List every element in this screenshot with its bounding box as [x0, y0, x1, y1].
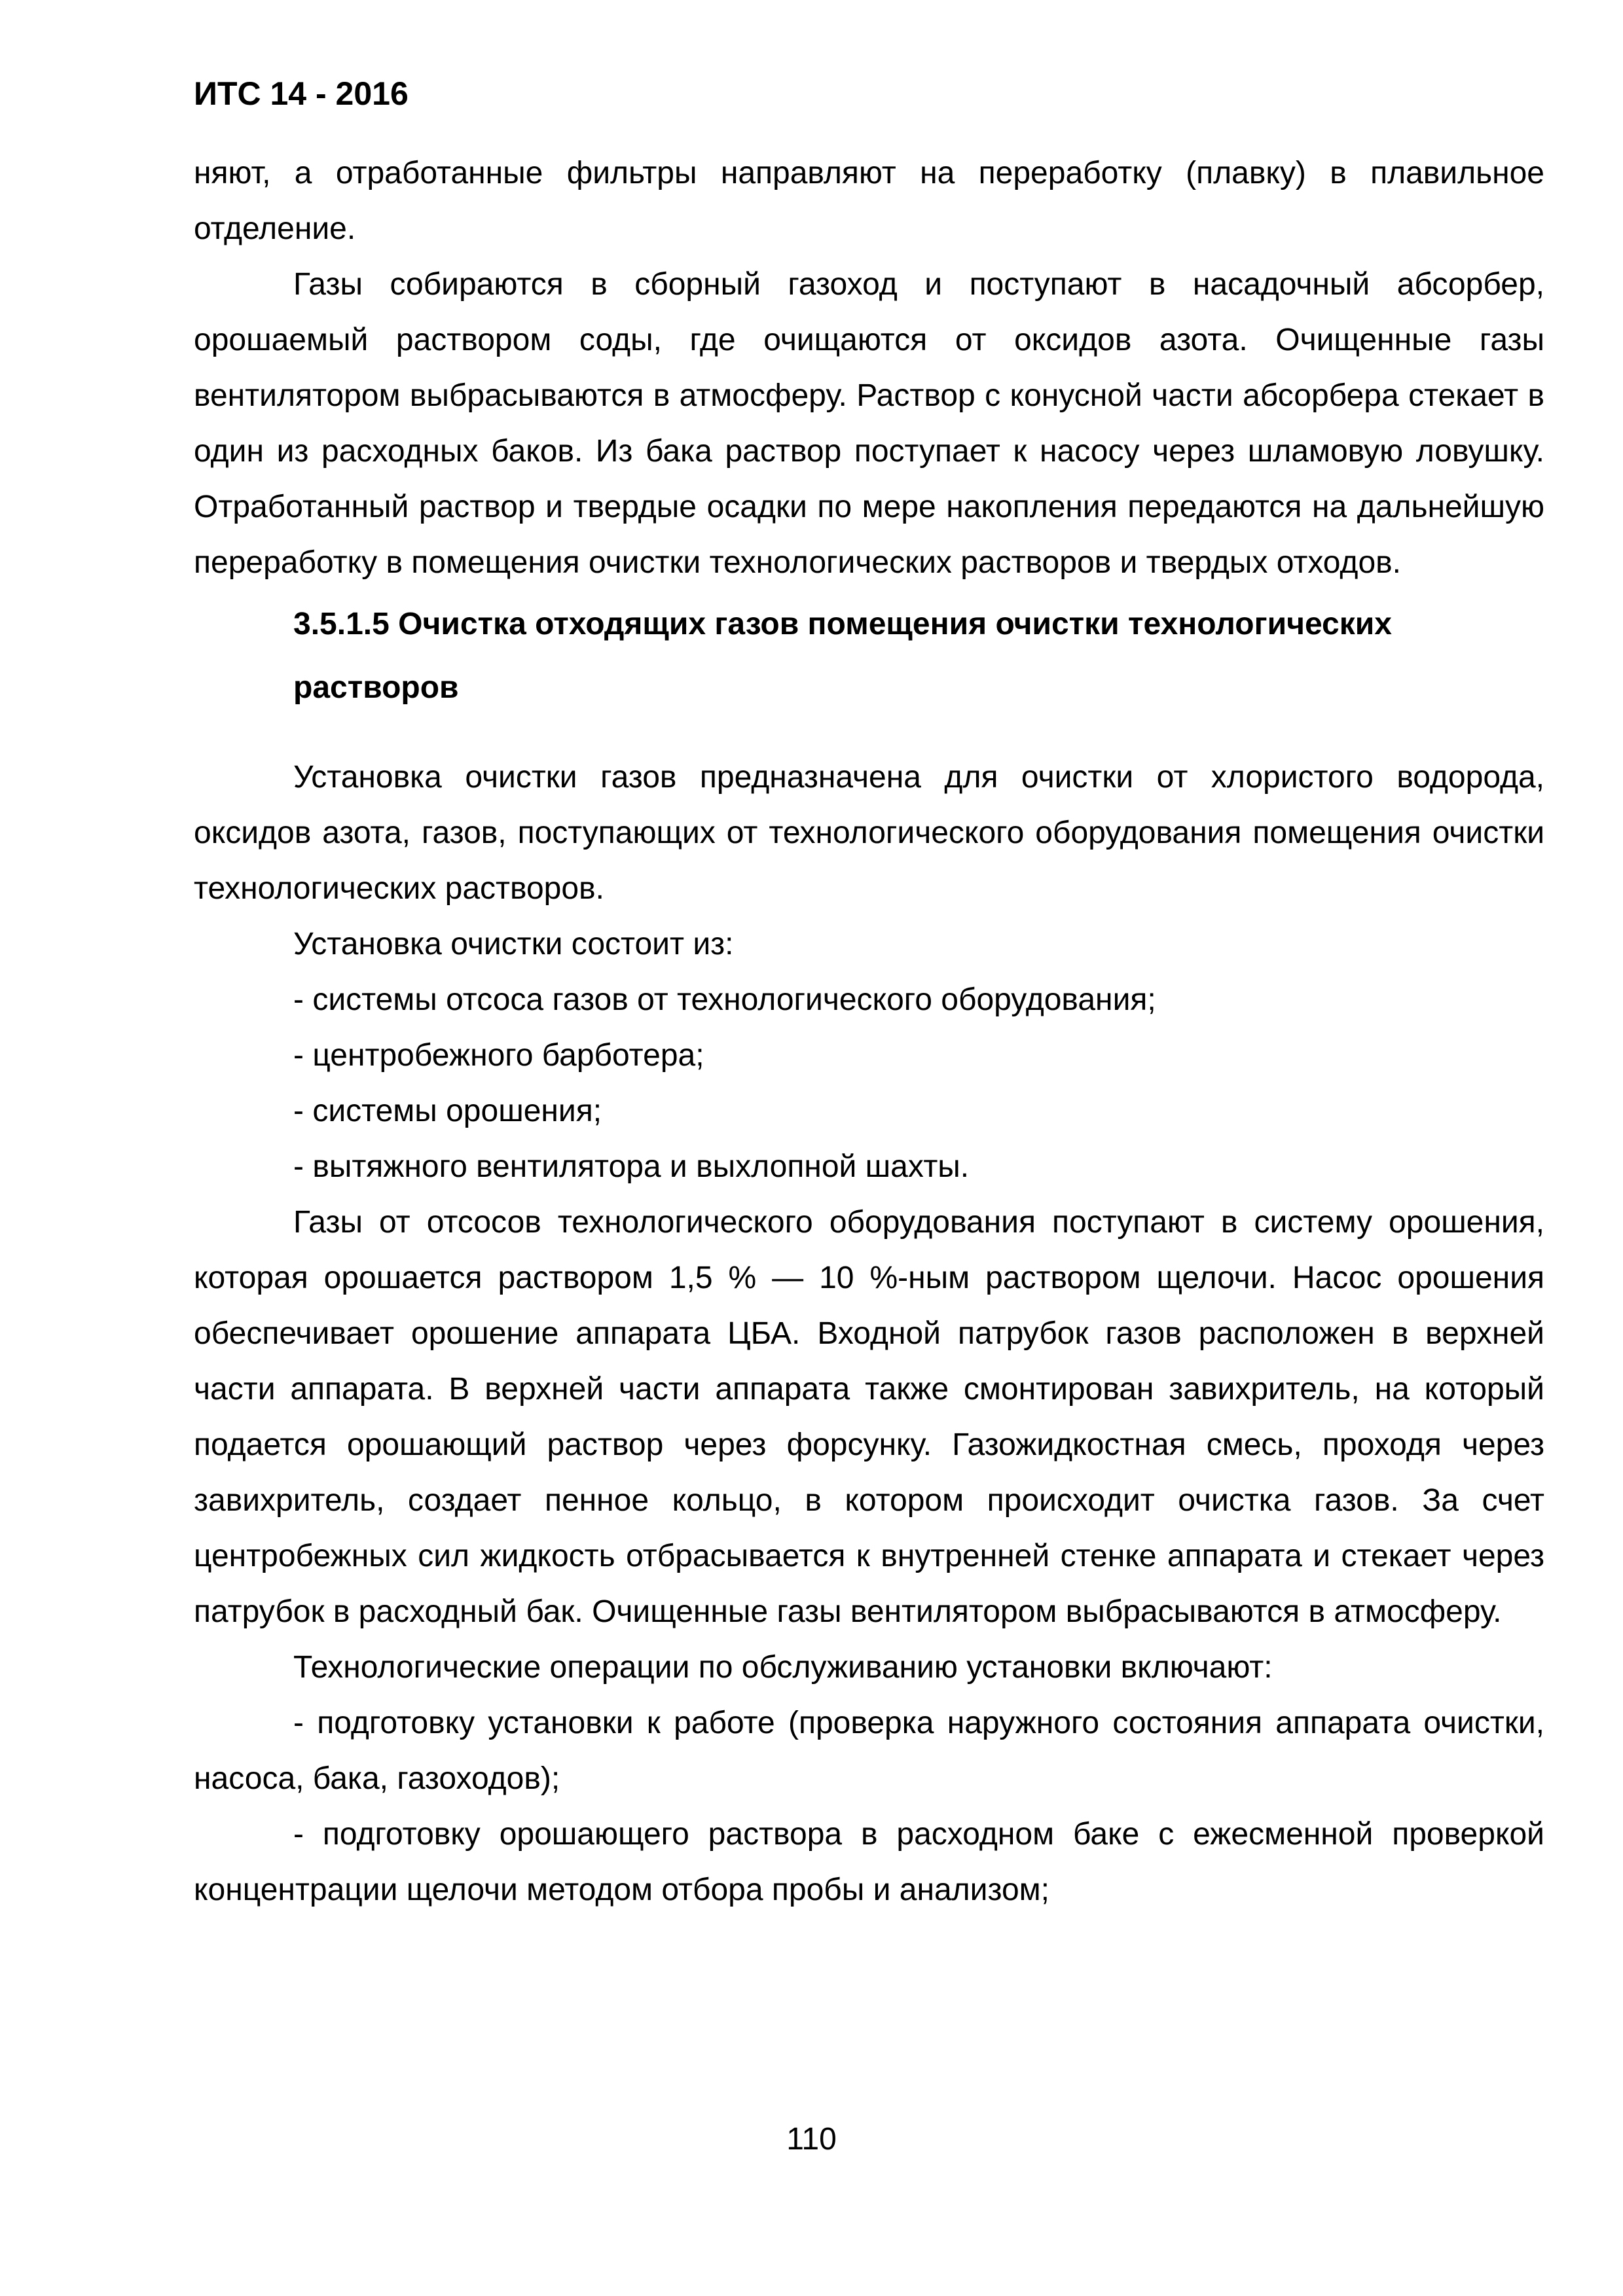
- page-number: 110: [786, 2122, 837, 2157]
- paragraph-installation-composition: Установка очистки состоит из:: [293, 927, 734, 961]
- page-content: [194, 145, 1544, 1918]
- list-item: - системы отсоса газов от технологического оборудования;: [293, 982, 1156, 1017]
- section-heading: 3.5.1.5 Очистка отходящих газов помещения очистки технологических растворов: [293, 607, 1392, 705]
- paragraph-installation-purpose: Установка очистки газов предназначена для очистки от хлористого водорода, оксидов азота, газов, поступающих от технологического оборудования помещения очистки технологических растворов.: [194, 760, 1544, 906]
- paragraph-gas-collection: Газы собираются в сборный газоход и поступают в насадочный абсорбер, орошаемый раствором соды, где очищаются от оксидов азота. Очищенные газы вентилятором выбрасываются в атмосферу. Раствор с конусной части абсорбера стекает в один из расходных баков. Из бака раствор поступает к насосу через шламовую ловушку. Отработанный раствор и твердые осадки по мере накопления передаются на дальнейшую переработку в помещения очистки технологических растворов и твердых отходов.: [194, 267, 1544, 580]
- list-item: - системы орошения;: [293, 1094, 602, 1128]
- paragraph-continued: няют, а отработанные фильтры направляют на переработку (плавку) в плавильное отделение.: [194, 156, 1544, 246]
- paragraph-maintenance-operations: Технологические операции по обслуживанию установки включают:: [293, 1650, 1273, 1685]
- operations-list-item: - подготовку орошающего раствора в расходном баке с ежесменной проверкой концентрации щелочи методом отбора пробы и анализом;: [194, 1817, 1544, 1907]
- list-item: - центробежного барботера;: [293, 1038, 704, 1073]
- list-item: - вытяжного вентилятора и выхлопной шахты.: [293, 1149, 970, 1184]
- paragraph-irrigation-process: Газы от отсосов технологического оборудования поступают в систему орошения, которая орошается раствором 1,5 % — 10 %-ным раствором щелочи. Насос орошения обеспечивает орошение аппарата ЦБА. Входной патрубок газов расположен в верхней части аппарата. В верхней части аппарата также смонтирован завихритель, на который подается орошающий раствор через форсунку. Газожидкостная смесь, проходя через завихритель, создает пенное кольцо, в котором происходит очистка газов. За счет центробежных сил жидкость отбрасывается к внутренней стенке аппарата и стекает через патрубок в расходный бак. Очищенные газы вентилятором выбрасываются в атмосферу.: [194, 1205, 1544, 1629]
- operations-list-item: - подготовку установки к работе (проверка наружного состояния аппарата очистки, насоса, бака, газоходов);: [194, 1706, 1544, 1796]
- document-code-header: ИТС 14 - 2016: [194, 75, 409, 112]
